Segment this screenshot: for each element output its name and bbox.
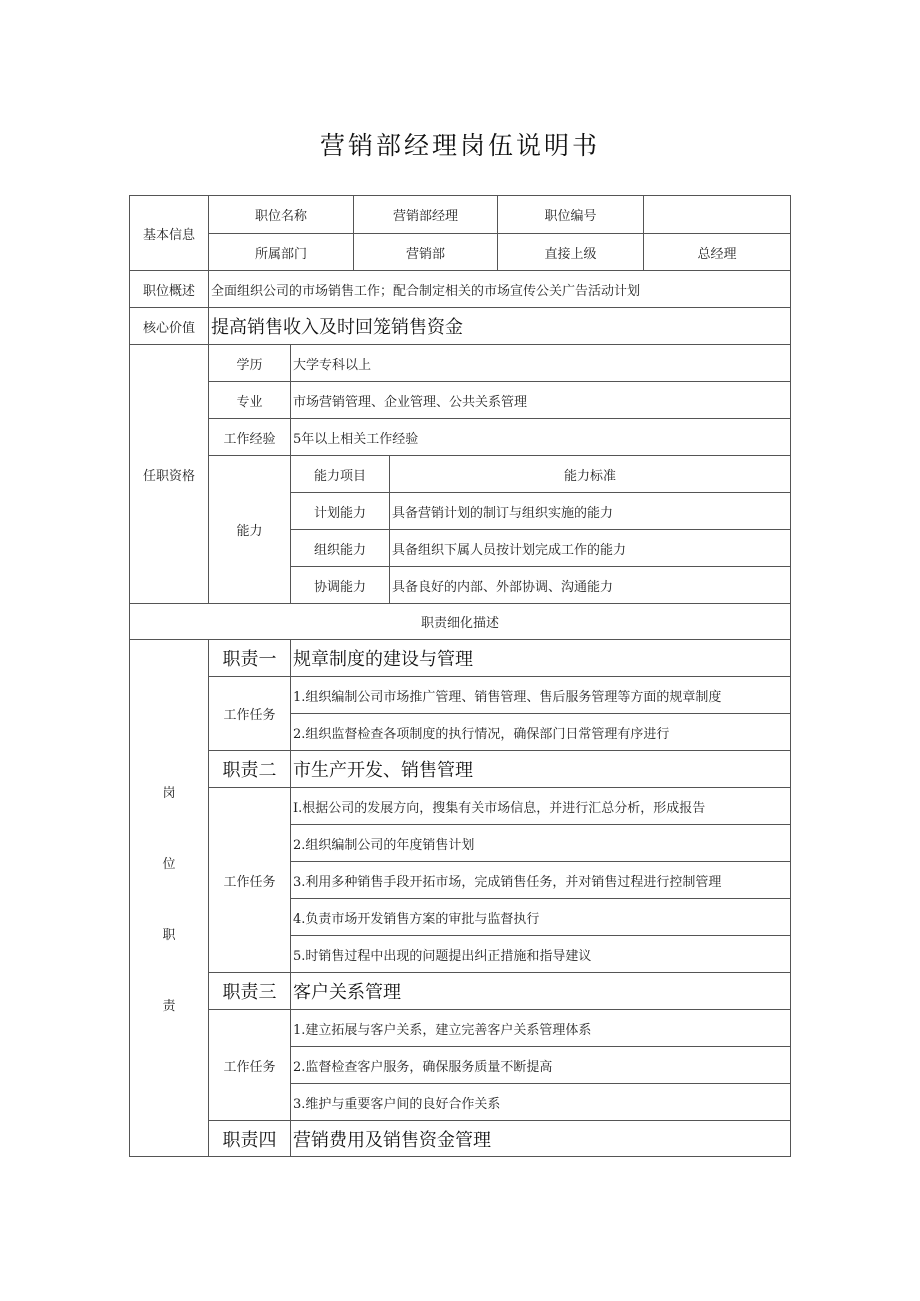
duty-label: 职责一 — [208, 639, 291, 677]
basic-info-label: 基本信息 — [129, 195, 209, 271]
major-value: 市场营销管理、企业管理、公共关系管理 — [290, 381, 791, 419]
task-label: 工作任务 — [208, 676, 291, 751]
duties-side-char: 岗 — [162, 786, 176, 801]
task-item: 2.组织监督检查各项制度的执行情况，确保部门日常管理有序进行 — [290, 713, 791, 751]
duty-label: 职责二 — [208, 750, 291, 788]
ability-name: 协调能力 — [290, 566, 390, 604]
duties-side-label — [129, 639, 209, 1157]
ability-standard: 具备营销计划的制订与组织实施的能力 — [389, 492, 791, 530]
core-value-text: 提高销售收入及时回笼销售资金 — [208, 307, 791, 345]
ability-item-header: 能力项目 — [290, 455, 390, 493]
task-item: 5.时销售过程中出现的问题提出纠正措施和指导建议 — [290, 935, 791, 973]
ability-name: 组织能力 — [290, 529, 390, 567]
task-item: 3.维护与重要客户间的良好合作关系 — [290, 1083, 791, 1121]
ability-standard: 具备良好的内部、外部协调、沟通能力 — [389, 566, 791, 604]
position-no-label: 职位编号 — [497, 195, 644, 234]
duty-title: 规章制度的建设与管理 — [290, 639, 791, 677]
task-item: 1.组织编制公司市场推广管理、销售管理、售后服务管理等方面的规章制度 — [290, 676, 791, 714]
duty-title: 营销费用及销售资金管理 — [290, 1120, 791, 1157]
duties-side-char: 位 — [162, 857, 176, 872]
task-item: 3.利用多种销售手段开拓市场，完成销售任务，并对销售过程进行控制管理 — [290, 861, 791, 899]
overview-text: 全面组织公司的市场销售工作；配合制定相关的市场宣传公关广告活动计划 — [208, 270, 791, 308]
task-label: 工作任务 — [208, 1009, 291, 1121]
duties-side-char: 责 — [162, 999, 176, 1014]
position-name-value: 营销部经理 — [353, 195, 498, 234]
overview-label: 职位概述 — [129, 270, 209, 308]
ability-standard: 具备组织下属人员按计划完成工作的能力 — [389, 529, 791, 567]
core-value-label: 核心价值 — [129, 307, 209, 345]
duties-side-char: 职 — [162, 928, 176, 943]
page-title: 营销部经理岗伍说明书 — [319, 131, 600, 160]
position-no-value — [643, 195, 791, 234]
education-label: 学历 — [208, 344, 291, 382]
ability-name: 计划能力 — [290, 492, 390, 530]
task-item: 1.建立拓展与客户关系，建立完善客户关系管理体系 — [290, 1009, 791, 1047]
ability-label: 能力 — [208, 455, 291, 604]
duty-label: 职责三 — [208, 972, 291, 1010]
superior-label: 直接上级 — [497, 233, 644, 271]
duty-label: 职责四 — [208, 1120, 291, 1157]
task-label: 工作任务 — [208, 787, 291, 973]
experience-value: 5年以上相关工作经验 — [290, 418, 791, 456]
duty-title: 市生产开发、销售管理 — [290, 750, 791, 788]
dept-value: 营销部 — [353, 233, 498, 271]
qualification-label: 任职资格 — [129, 344, 209, 604]
experience-label: 工作经验 — [208, 418, 291, 456]
ability-standard-header: 能力标准 — [389, 455, 791, 493]
task-item: 4.负责市场开发销售方案的审批与监督执行 — [290, 898, 791, 936]
position-name-label: 职位名称 — [208, 195, 354, 234]
major-label: 专业 — [208, 381, 291, 419]
duties-header: 职责细化描述 — [129, 603, 791, 640]
education-value: 大学专科以上 — [290, 344, 791, 382]
dept-label: 所属部门 — [208, 233, 354, 271]
task-item: 2.监督检查客户服务，确保服务质量不断提高 — [290, 1046, 791, 1084]
duty-title: 客户关系管理 — [290, 972, 791, 1010]
task-item: 2.组织编制公司的年度销售计划 — [290, 824, 791, 862]
superior-value: 总经理 — [643, 233, 791, 271]
task-item: I.根据公司的发展方向，搜集有关市场信息，并进行汇总分析，形成报告 — [290, 787, 791, 825]
